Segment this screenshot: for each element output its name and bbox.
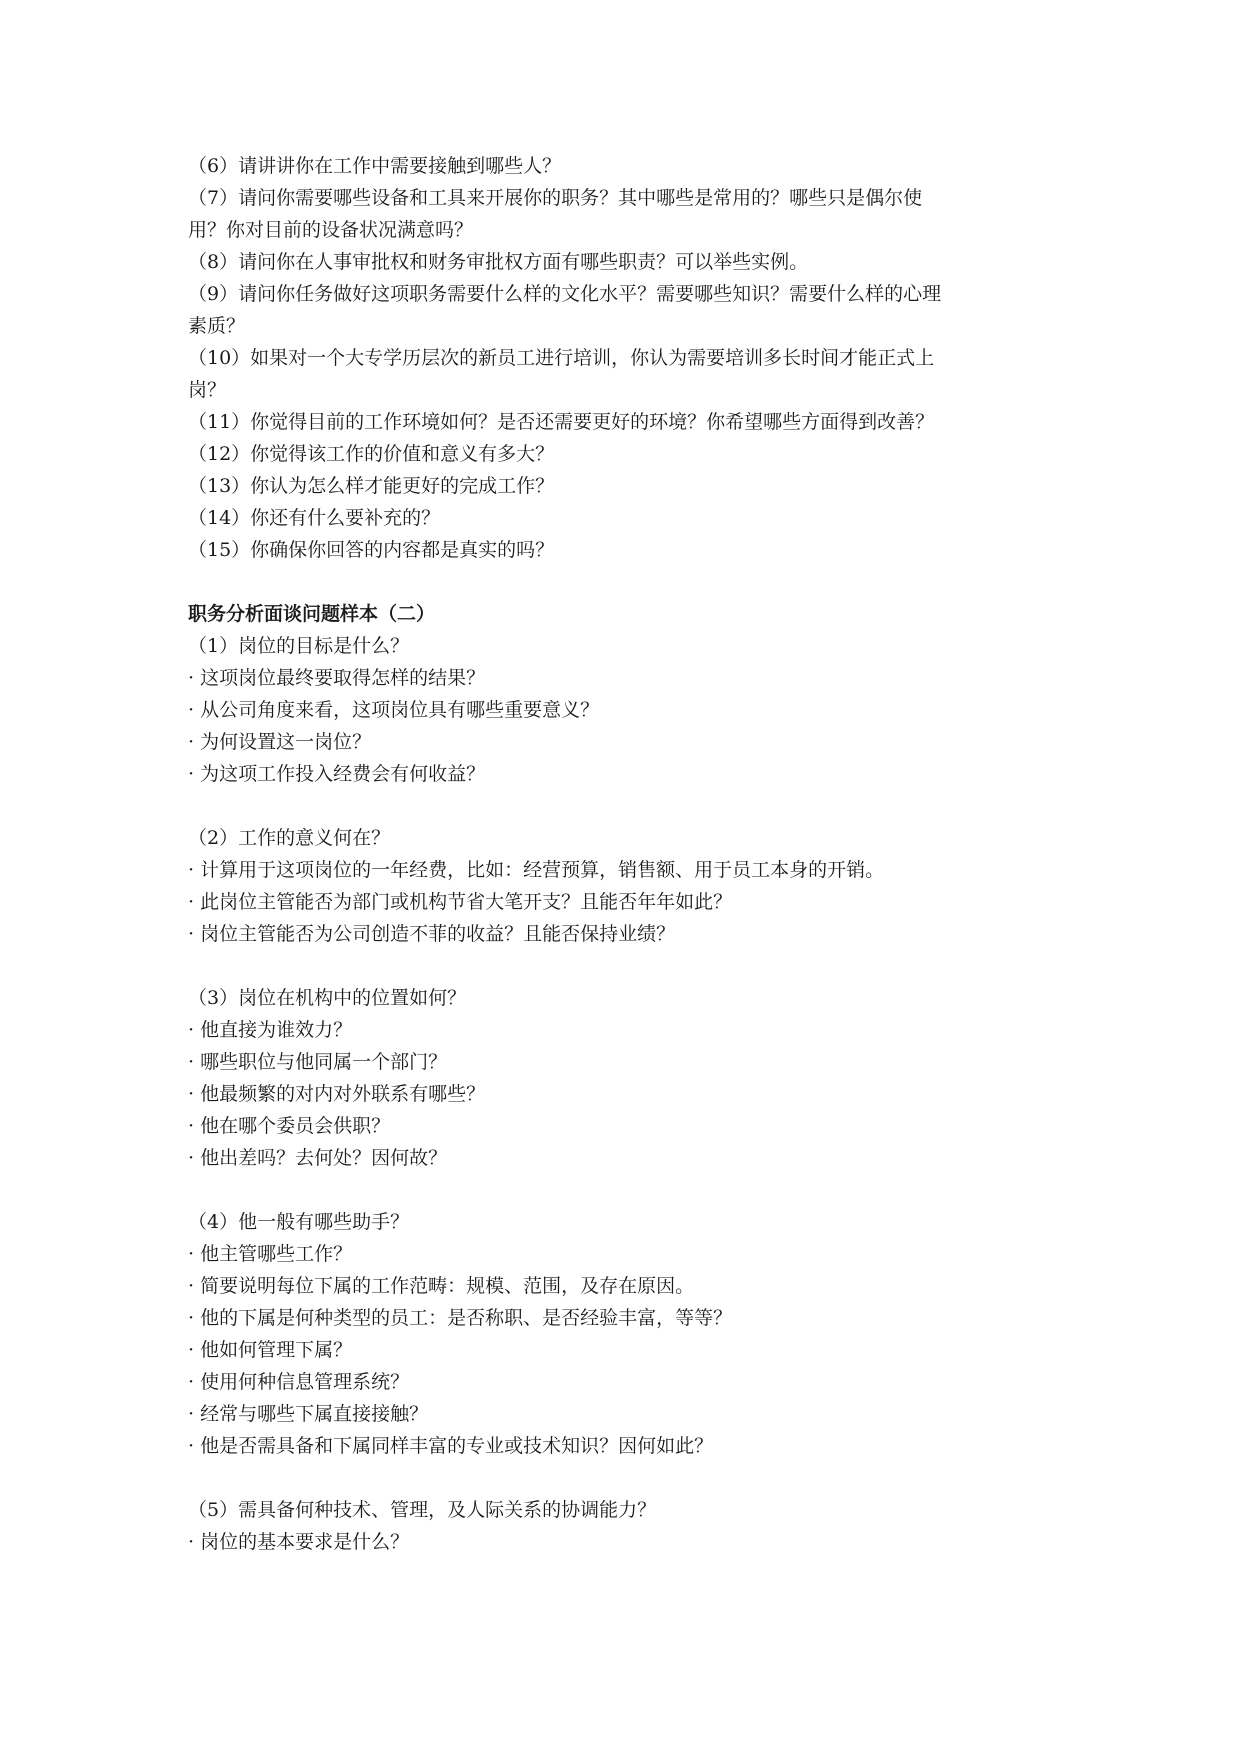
list-item: 用？你对目前的设备状况满意吗？	[188, 219, 474, 241]
question-heading: （3）岗位在机构中的位置如何？	[188, 987, 467, 1009]
question-heading: （1）岗位的目标是什么？	[188, 635, 410, 657]
spacer	[188, 790, 1061, 822]
list-item: · 这项岗位最终要取得怎样的结果？	[188, 667, 486, 689]
question-group-3	[188, 982, 1061, 1174]
list-item: （11）你觉得目前的工作环境如何？是否还需要更好的环境？你希望哪些方面得到改善？	[188, 411, 935, 433]
list-item: （6）请讲讲你在工作中需要接触到哪些人？	[188, 155, 562, 177]
list-item: · 计算用于这项岗位的一年经费，比如：经营预算，销售额、用于员工本身的开销。	[188, 859, 885, 881]
question-group-5	[188, 1494, 1061, 1558]
list-item: · 从公司角度来看，这项岗位具有哪些重要意义？	[188, 699, 600, 721]
list-item: （9）请问你任务做好这项职务需要什么样的文化水平？需要哪些知识？需要什么样的心理	[188, 283, 942, 305]
list-item: · 哪些职位与他同属一个部门？	[188, 1051, 448, 1073]
list-item: · 他最频繁的对内对外联系有哪些？	[188, 1083, 486, 1105]
list-item: （13）你认为怎么样才能更好的完成工作？	[188, 475, 555, 497]
spacer	[188, 566, 1061, 598]
list-item: · 岗位的基本要求是什么？	[188, 1531, 410, 1553]
list-item: · 简要说明每位下属的工作范畴：规模、范围，及存在原因。	[188, 1275, 695, 1297]
list-item: · 经常与哪些下属直接接触？	[188, 1403, 429, 1425]
question-heading: （5）需具备何种技术、管理，及人际关系的协调能力？	[188, 1499, 657, 1521]
section-title: 职务分析面谈问题样本（二）	[188, 603, 436, 625]
list-item: （8）请问你在人事审批权和财务审批权方面有哪些职责？可以举些实例。	[188, 251, 809, 273]
list-item: （14）你还有什么要补充的？	[188, 507, 441, 529]
list-item: 素质？	[188, 315, 246, 337]
list-item: · 他直接为谁效力？	[188, 1019, 353, 1041]
list-item: （15）你确保你回答的内容都是真实的吗？	[188, 539, 555, 561]
list-item: · 他的下属是何种类型的员工：是否称职、是否经验丰富，等等？	[188, 1307, 733, 1329]
list-item: · 为何设置这一岗位？	[188, 731, 372, 753]
list-item: （7）请问你需要哪些设备和工具来开展你的职务？其中哪些是常用的？哪些只是偶尔使	[188, 187, 923, 209]
question-group-4	[188, 1206, 1061, 1462]
list-item: · 为这项工作投入经费会有何收益？	[188, 763, 486, 785]
spacer	[188, 1462, 1061, 1494]
list-item: （10）如果对一个大专学历层次的新员工进行培训，你认为需要培训多长时间才能正式上	[188, 347, 935, 369]
question-group-2	[188, 822, 1061, 950]
list-item: 岗？	[188, 379, 227, 401]
list-item: · 使用何种信息管理系统？	[188, 1371, 410, 1393]
list-item: · 他主管哪些工作？	[188, 1243, 353, 1265]
list-item: · 岗位主管能否为公司创造不菲的收益？且能否保持业绩？	[188, 923, 676, 945]
part-one-list	[188, 150, 1061, 566]
list-item: · 他如何管理下属？	[188, 1339, 353, 1361]
question-group-1	[188, 630, 1061, 790]
list-item: · 此岗位主管能否为部门或机构节省大笔开支？且能否年年如此？	[188, 891, 733, 913]
list-item: （12）你觉得该工作的价值和意义有多大？	[188, 443, 555, 465]
list-item: · 他是否需具备和下属同样丰富的专业或技术知识？因何如此？	[188, 1435, 714, 1457]
list-item: · 他在哪个委员会供职？	[188, 1115, 391, 1137]
list-item: · 他出差吗？去何处？因何故？	[188, 1147, 448, 1169]
spacer	[188, 1174, 1061, 1206]
spacer	[188, 950, 1061, 982]
question-heading: （4）他一般有哪些助手？	[188, 1211, 410, 1233]
question-heading: （2）工作的意义何在？	[188, 827, 391, 849]
